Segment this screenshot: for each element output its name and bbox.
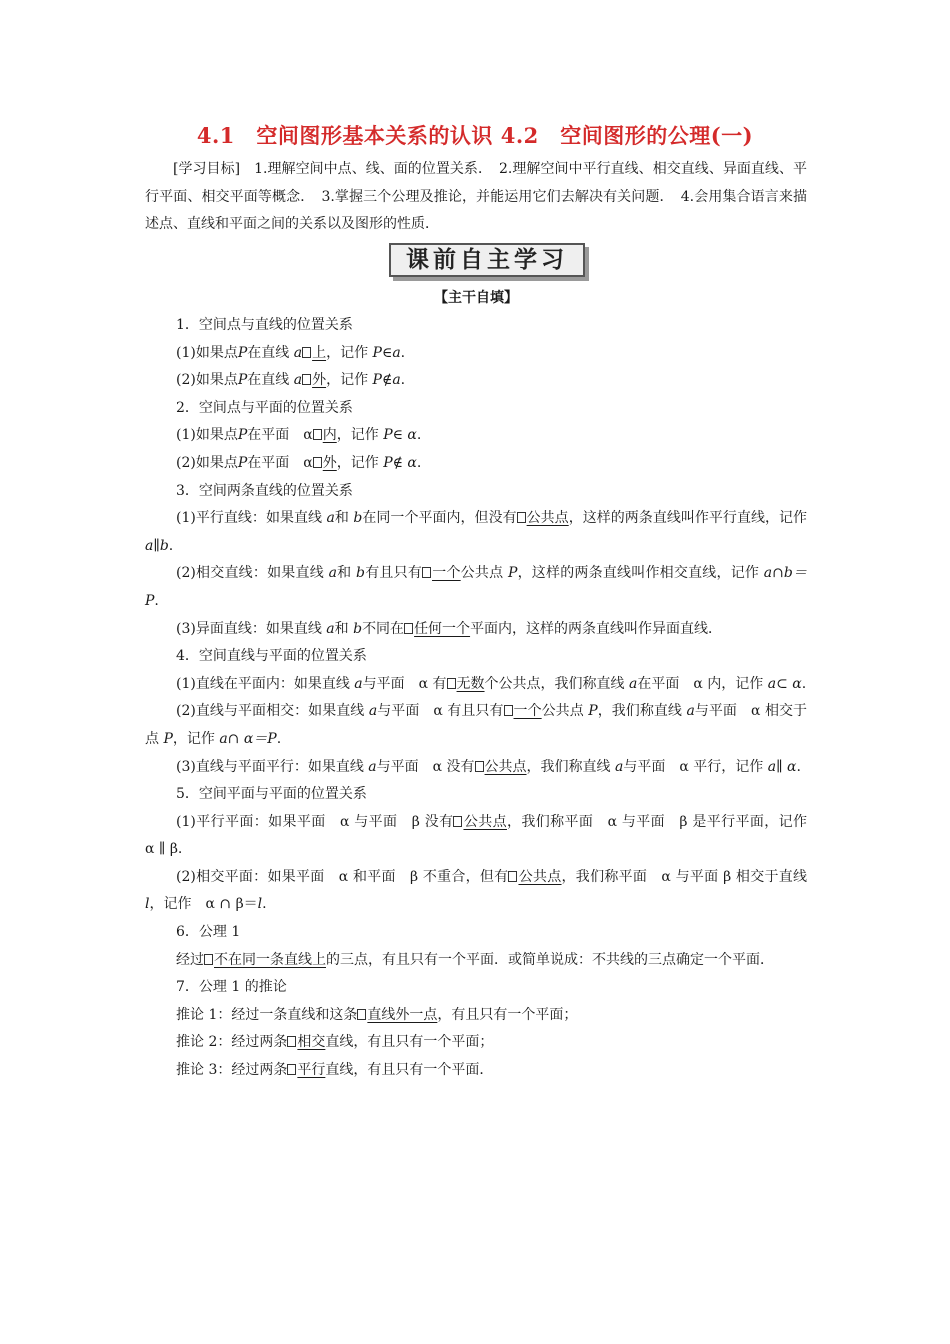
section-5-para-2: (2)相交平面：如果平面 α 和平面 β 不重合，但有 公共点，我们称平面 α 与平面 β 相交于直线 l，记作 α ∩ β＝l. [145,868,807,913]
banner-label: 课前自主学习 [389,243,585,277]
blank-box-icon [404,623,413,634]
blank-box-icon [287,1036,296,1047]
section-1-line-1: (1)如果点P在直线 a 上，记作 P∈a. [176,344,406,361]
blank-box-icon [422,567,431,578]
corollary-1: 推论 1：经过一条直线和这条 直线外一点，有且只有一个平面； [176,1006,578,1023]
section-4-para-1: (1)直线在平面内：如果直线 a与平面 α 有 无数个公共点，我们称直线 a在平面 α 内，记作 a⊂ α. [176,675,807,692]
section-3-para-1: (1)平行直线：如果直线 a和 b在同一个平面内，但没有 公共点，这样的两条直线叫作平行直线，记作 a∥b. [145,510,808,554]
section-3-title: 3．空间两条直线的位置关系 [176,482,353,499]
blank-box-icon [508,871,517,882]
section-subheading: 【主干自填】 [434,290,518,306]
blank-box-icon [357,1009,366,1020]
section-7-title: 7．公理 1 的推论 [176,979,287,996]
blank-answer: 无数 [447,676,485,692]
blank-box-icon [302,374,311,385]
section-2-title: 2．空间点与平面的位置关系 [176,399,353,416]
section-1-line-2: (2)如果点P在直线 a 外，记作 P∉a. [176,372,406,389]
blank-box-icon [453,816,462,827]
blank-answer: 内 [313,427,337,443]
section-2-line-2: (2)如果点P在平面 α 外，记作 P∉ α. [176,454,422,471]
section-3-para-2: (2)相交直线：如果直线 a和 b有且只有 一个公共点 P，这样的两条直线叫作相交直线，记作 a∩b＝P. [145,565,808,609]
blank-answer: 公共点 [475,759,527,775]
blank-answer: 直线外一点 [357,1007,437,1023]
blank-answer: 公共点 [517,510,569,526]
blank-answer: 外 [313,455,337,471]
blank-answer: 任何一个 [404,621,470,637]
blank-answer: 一个 [422,565,461,581]
corollary-3: 推论 3：经过两条 平行直线，有且只有一个平面． [176,1062,494,1079]
blank-box-icon [447,678,456,689]
learning-goals: [学习目标] 1.理解空间中点、线、面的位置关系． 2.理解空间中平行直线、相交直线、异面直线、平行平面、相交平面等概念． 3.掌握三个公理及推论，并能运用它们去解决有关问题． 4.会用集合语言来描述点、直线和平面之间的关系以及图形的性质． [145,161,807,232]
section-5-title: 5．空间平面与平面的位置关系 [176,786,367,803]
blank-answer: 不在同一条直线上 [204,952,326,968]
page-title: 4.1 空间图形基本关系的认识 4.2 空间图形的公理(一) [196,123,754,148]
section-2-line-1: (1)如果点P在平面 α 内，记作 P∈ α. [176,427,422,444]
blank-box-icon [313,457,322,468]
content-body [145,312,821,1085]
section-4-para-3: (3)直线与平面平行：如果直线 a与平面 α 没有 公共点，我们称直线 a与平面 α 平行，记作 a∥ α. [176,758,801,775]
corollary-2: 推论 2：经过两条 相交直线，有且只有一个平面； [176,1034,494,1051]
blank-box-icon [475,761,484,772]
blank-answer: 一个 [504,703,542,719]
section-6-title: 6．公理 1 [176,924,241,941]
blank-box-icon [313,429,322,440]
section-5-para-1: (1)平行平面：如果平面 α 与平面 β 没有 公共点，我们称平面 α 与平面 β 是平行平面，记作 α ∥ β. [145,813,821,858]
section-banner [389,243,589,279]
section-1-title: 1．空间点与直线的位置关系 [176,317,353,333]
section-6-para-1: 经过 不在同一条直线上的三点，有且只有一个平面．或简单说成：不共线的三点确定一个平面． [176,951,774,968]
blank-answer: 公共点 [508,869,561,885]
blank-box-icon [287,1064,296,1075]
section-4-para-2: (2)直线与平面相交：如果直线 a与平面 α 有且只有 一个公共点 P，我们称直线 a与平面 α 相交于点 P，记作 a∩ α＝P. [145,703,808,747]
section-3-para-3: (3)异面直线：如果直线 a和 b不同在 任何一个平面内，这样的两条直线叫作异面直线． [176,620,723,637]
blank-answer: 外 [302,372,326,388]
blank-answer: 平行 [287,1062,325,1078]
blank-box-icon [504,705,513,716]
blank-box-icon [204,954,213,965]
blank-box-icon [302,347,311,358]
section-4-title: 4．空间直线与平面的位置关系 [176,648,367,665]
blank-answer: 上 [302,345,326,361]
blank-answer: 相交 [287,1034,325,1050]
blank-answer: 公共点 [453,814,507,830]
blank-box-icon [517,512,526,523]
